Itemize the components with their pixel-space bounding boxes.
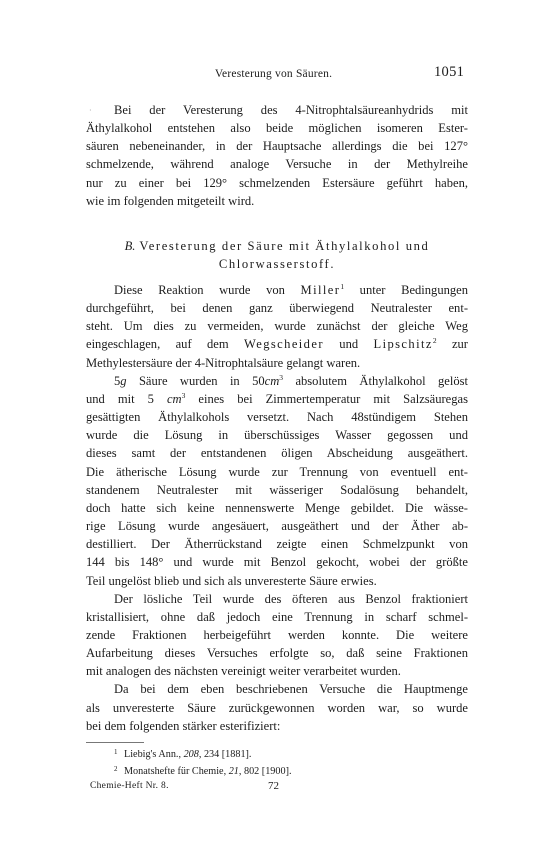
- p2-line: Diese Reaktion wurde von Miller$^1$ unter Bedingungen: [114, 282, 468, 297]
- section-label: B.: [124, 239, 136, 253]
- p4-line: Aufarbeitung dieses Versuches erfolgte so, daß seine Fraktionen: [86, 646, 468, 661]
- p1-line: Bei der Veresterung des 4-Nitrophtalsäureanhydrids mit: [114, 103, 468, 117]
- p3-line: rige Lösung wurde angesäuert, ausgeäthert und der Äther ab-: [86, 519, 468, 534]
- p3-line: gesättigten Äthylalkohols versetzt. Nach 48stündigem Stehen: [86, 410, 468, 425]
- footnote-ref: 1: [340, 282, 345, 291]
- sheet-number: 72: [268, 780, 279, 792]
- p3-line: standenem Neutralester mit wässeriger Sodalösung behandelt,: [86, 482, 468, 497]
- p3-line: 144 bis 148° und wurde mit Benzol gekocht, wobei der größte: [86, 555, 468, 570]
- p3-line: 5g Säure wurden in $50cm^3$ absolutem Äthylalkohol gelöst: [114, 372, 468, 388]
- author-name-miller: Miller: [300, 283, 341, 297]
- footnote-separator: [86, 742, 144, 743]
- p1-line: säuren nebeneinander, in der Hauptsache allerdings die bei 127°: [86, 139, 468, 154]
- p5-line: Da bei dem eben beschriebenen Versuche die Hauptmenge: [114, 682, 468, 697]
- p1-line: nur zu einer bei 129° schmelzenden Estersäure geführt haben,: [86, 175, 468, 190]
- p1-line: schmelzende, während analoge Versuche in der Methylreihe: [86, 157, 468, 172]
- p3-line: und mit 5 $cm^3$ eines bei Zimmertemperatur mit Salzsäuregas: [86, 390, 468, 406]
- p2-line: durchgeführt, bei denen ganz überwiegend Neutralester ent-: [86, 301, 468, 316]
- p5-line: als unveresterte Säure zurückgewonnen worden war, so wurde: [86, 700, 468, 715]
- p3-line: destilliert. Der Ätherrückstand zeigte einen Schmelzpunkt von: [86, 537, 468, 552]
- p3-line: doch hatte sich keine nennenswerte Menge gebildet. Die wässe-: [86, 500, 468, 515]
- footnote-ref: 2: [432, 336, 437, 346]
- main-text-block: [86, 281, 468, 735]
- p2-line: steht. Um dies zu vermeiden, wurde zunächst der gleiche Weg: [86, 319, 468, 334]
- p4-line: mit analogen des nächsten vereinigt weiter verarbeitet wurden.: [86, 664, 401, 679]
- p2-line: eingeschlagen, auf dem Wegscheider und Lipschitz$^2$ zur: [86, 336, 468, 352]
- p3-line: dieses samt der entstandenen öligen Abscheidung ausgeäthert.: [86, 446, 468, 461]
- footnote-2: 2 Monatshefte für Chemie, 21, 802 [1900].: [114, 765, 292, 777]
- page-number: 1051: [434, 64, 465, 80]
- footnotes: [86, 745, 468, 779]
- section-heading: [86, 237, 468, 273]
- p3-line: Die ätherische Lösung wurde zur Trennung von eventuell ent-: [86, 464, 468, 479]
- p4-line: Der lösliche Teil wurde des öfteren aus Benzol fraktioniert: [114, 591, 468, 606]
- p1-line: Äthylalkohol entstehen also beide möglichen isomeren Ester-: [86, 121, 468, 136]
- author-name-lipschitz: Lipschitz: [373, 337, 433, 352]
- footnote-1: 1 Liebig's Ann., 208, 234 [1881].: [114, 748, 252, 760]
- p4-line: kristallisiert, ohne daß jedoch eine Trennung in scharf schmel-: [86, 609, 468, 624]
- p5-line: bei dem folgenden stärker esterifiziert:: [86, 718, 281, 733]
- p3-line: Teil ungelöst blieb und sich als unveresterte Säure erwies.: [86, 573, 377, 588]
- p3-line: wurde die Lösung in überschüssiges Wasser gegossen und: [86, 428, 468, 443]
- p4-line: zende Fraktionen herbeigeführt werden konnte. Die weitere: [86, 627, 468, 642]
- section-heading-line-2: Chlorwasserstoff.: [218, 257, 336, 271]
- signature-mark: Chemie-Heft Nr. 8.: [90, 781, 169, 791]
- margin-mark: ·: [89, 106, 92, 115]
- p2-line: Methylestersäure der 4-Nitrophtalsäure gelangt waren.: [86, 355, 361, 370]
- paragraph-1: [86, 101, 468, 210]
- author-name-wegscheider: Wegscheider: [244, 337, 324, 352]
- p1-line: wie im folgenden mitgeteilt wird.: [86, 193, 255, 208]
- running-header-title: Veresterung von Säuren.: [214, 68, 333, 80]
- section-heading-line-1: B. Veresterung der Säure mit Äthylalkohol und: [124, 239, 430, 253]
